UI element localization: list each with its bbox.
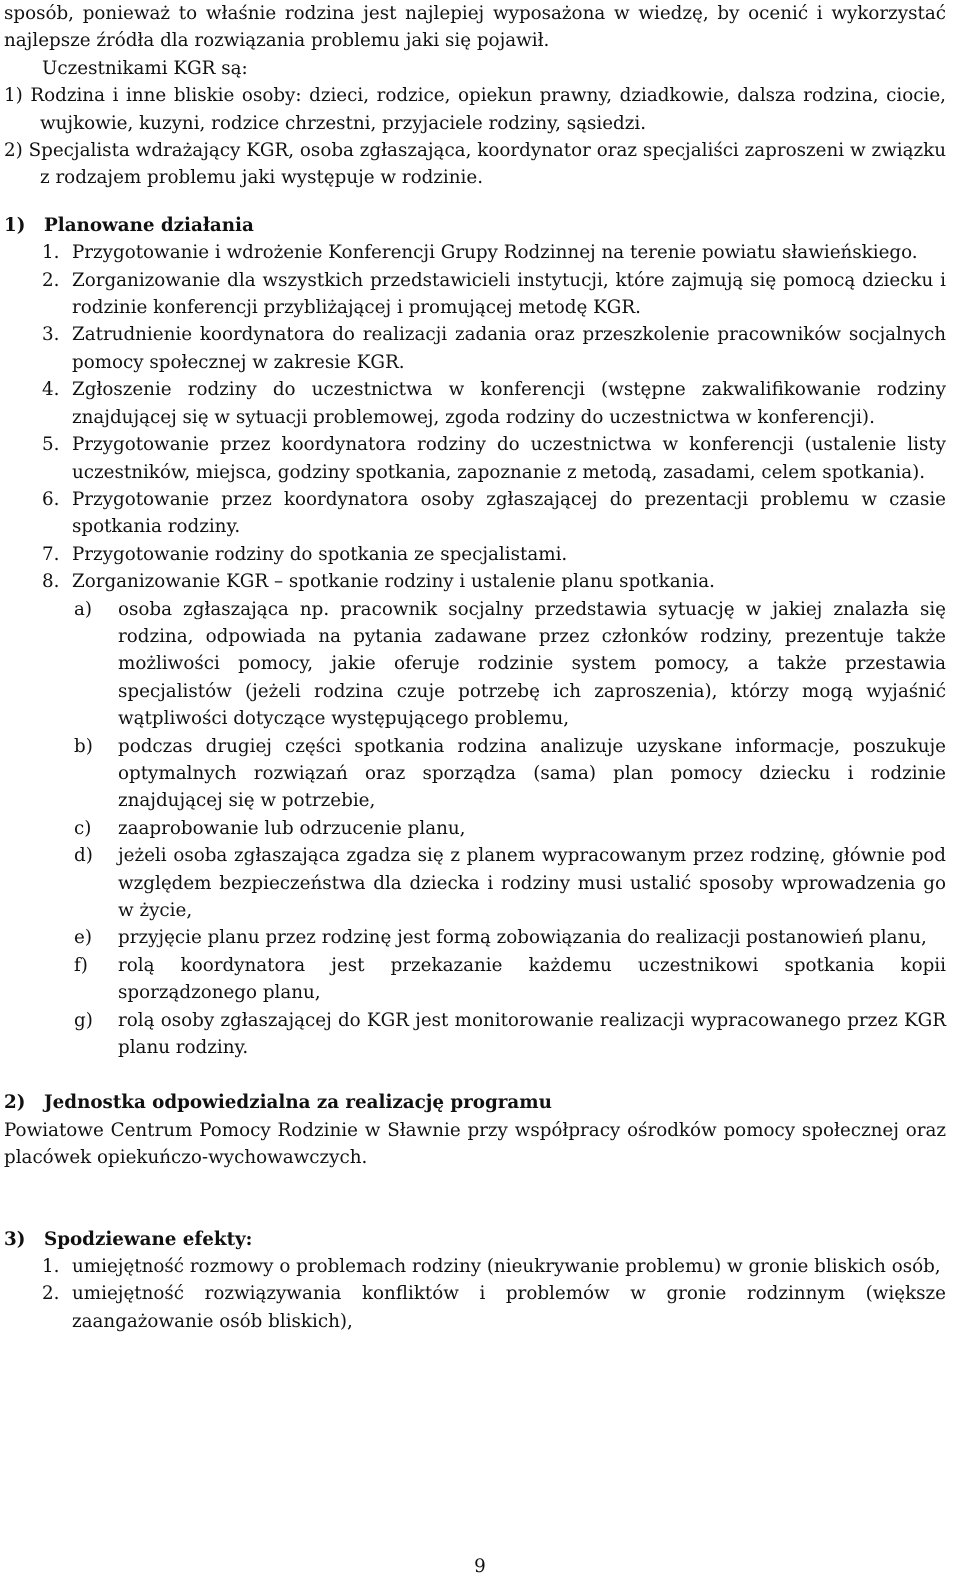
participant-number: 2) <box>4 140 23 162</box>
list-item <box>4 267 946 322</box>
item-letter: c) <box>74 817 92 839</box>
item-text: jeżeli osoba zgłaszająca zgadza się z planem wypracowanym przez rodzinę, głównie pod względem bezpieczeństwa dla dziecka i rodziny musi ustalić sposoby wprowadzenia go w życie, <box>118 845 946 921</box>
list-item <box>4 486 946 541</box>
item-letter: d) <box>74 845 93 867</box>
list-item <box>4 321 946 376</box>
item-number: 5. <box>42 434 60 456</box>
section-title: Jednostka odpowiedzialna za realizację programu <box>44 1092 552 1114</box>
section-heading-planned <box>4 212 946 239</box>
item-text: umiejętność rozwiązywania konfliktów i problemów w gronie rodzinnym (większe zaangażowanie osób bliskich), <box>72 1283 946 1332</box>
list-item <box>4 239 946 266</box>
list-item <box>4 952 946 1007</box>
list-item <box>4 1280 946 1335</box>
item-letter: a) <box>74 598 93 620</box>
item-number: 4. <box>42 379 60 401</box>
item-number: 2. <box>42 269 60 291</box>
list-item <box>4 568 946 595</box>
item-text: Zorganizowanie KGR – spotkanie rodziny i ustalenie planu spotkania. <box>72 571 715 593</box>
intro-paragraph: sposób, ponieważ to właśnie rodzina jest najlepiej wyposażona w wiedzę, by ocenić i wykorzystać najlepsze źródła dla rozwiązania problemu jaki się pojawił. <box>4 3 946 52</box>
list-item <box>4 924 946 951</box>
item-text: zaaprobowanie lub odrzucenie planu, <box>118 817 466 839</box>
item-number: 2. <box>42 1283 60 1305</box>
list-item <box>4 376 946 431</box>
item-letter: f) <box>74 954 88 976</box>
effects-list <box>4 1253 946 1335</box>
list-item <box>4 431 946 486</box>
list-item <box>4 815 946 842</box>
item-text: umiejętność rozmowy o problemach rodziny (nieukrywanie problemu) w gronie bliskich osób, <box>72 1256 941 1278</box>
item-number: 1. <box>42 242 60 264</box>
participant-item <box>4 82 946 137</box>
participants-heading: Uczestnikami KGR są: <box>42 57 248 79</box>
participant-number: 1) <box>4 85 23 107</box>
section-number: 3) <box>4 1228 26 1250</box>
list-item <box>4 842 946 924</box>
item-letter: g) <box>74 1009 93 1031</box>
section-title: Planowane działania <box>44 214 254 236</box>
item-letter: e) <box>74 927 92 949</box>
item-letter: b) <box>74 735 93 757</box>
item-number: 1. <box>42 1256 60 1278</box>
item-text: podczas drugiej części spotkania rodzina analizuje uzyskane informacje, poszukuje optymalnych rozwiązań oraz sporządza (sama) plan pomocy dziecku i rodzinie znajdującej się w potrzebie, <box>118 735 946 812</box>
section-number: 2) <box>4 1092 26 1114</box>
item-text: Przygotowanie i wdrożenie Konferencji Grupy Rodzinnej na terenie powiatu sławieńskiego. <box>72 242 918 264</box>
item-text: rolą osoby zgłaszającej do KGR jest monitorowanie realizacji wypracowanego przez KGR planu rodziny. <box>118 1009 946 1059</box>
item-text: Przygotowanie przez koordynatora rodziny do uczestnictwa w konferencji (ustalenie listy uczestników, miejsca, godziny spotkania, zapoznanie z metodą, zasadami, celem spotkania). <box>72 434 946 483</box>
list-item <box>4 1253 946 1280</box>
planned-subitems-list <box>4 596 946 1062</box>
item-text: Przygotowanie rodziny do spotkania ze specjalistami. <box>72 543 568 565</box>
participant-text: Specjalista wdrażający KGR, osoba zgłaszająca, koordynator oraz specjaliści zaproszeni w związku z rodzajem problemu jaki występuje w rodzinie. <box>28 140 946 189</box>
list-item <box>4 541 946 568</box>
item-text: rolą koordynatora jest przekazanie każdemu uczestnikowi spotkania kopii sporządzonego planu, <box>118 954 946 1004</box>
item-text: Zgłoszenie rodziny do uczestnictwa w konferencji (wstępne zakwalifikowanie rodziny znajdującej się w sytuacji problemowej, zgoda rodziny do uczestnictwa w konferencji). <box>72 379 946 428</box>
item-text: Zorganizowanie dla wszystkich przedstawicieli instytucji, które zajmują się pomocą dziecku i rodzinie konferencji przybliżającej i promującej metodę KGR. <box>72 269 946 319</box>
list-item <box>4 733 946 815</box>
participants-list <box>4 82 946 192</box>
participant-text: Rodzina i inne bliskie osoby: dzieci, rodzice, opiekun prawny, dziadkowie, dalsza rodzina, ciocie, wujkowie, kuzyni, rodzice chrzestni, przyjaciele rodziny, sąsiedzi. <box>30 85 946 134</box>
planned-actions-list <box>4 239 946 595</box>
participant-item <box>4 137 946 192</box>
unit-paragraph: Powiatowe Centrum Pomocy Rodzinie w Sławnie przy współpracy ośrodków pomocy społecznej oraz placówek opiekuńczo-wychowawczych. <box>4 1119 946 1169</box>
item-number: 8. <box>42 571 60 593</box>
item-number: 3. <box>42 324 60 346</box>
list-item <box>4 1007 946 1062</box>
section-number: 1) <box>4 214 26 236</box>
item-text: Przygotowanie przez koordynatora osoby zgłaszającej do prezentacji problemu w czasie spotkania rodziny. <box>72 488 946 538</box>
item-text: Zatrudnienie koordynatora do realizacji zadania oraz przeszkolenie pracowników socjalnych pomocy społecznej w zakresie KGR. <box>72 324 946 373</box>
item-text: osoba zgłaszająca np. pracownik socjalny przedstawia sytuację w jakiej znalazła się rodzina, odpowiada na pytania zadawane przez członków rodziny, prezentuje także możliwości pomocy, jakie oferuje rodzinie system pomocy, a także przestawia specjalistów (jeżeli rodzina czuje potrzebę ich zaproszenia), którzy mogą wyjaśnić wątpliwości dotyczące występującego problemu, <box>118 598 946 730</box>
item-number: 6. <box>42 488 60 510</box>
section-heading-effects <box>4 1226 946 1253</box>
list-item <box>4 596 946 733</box>
section-title: Spodziewane efekty: <box>44 1228 253 1250</box>
page-number: 9 <box>474 1556 486 1577</box>
item-text: przyjęcie planu przez rodzinę jest formą zobowiązania do realizacji postanowień planu, <box>118 927 927 949</box>
item-number: 7. <box>42 543 60 565</box>
section-heading-unit <box>4 1089 946 1116</box>
